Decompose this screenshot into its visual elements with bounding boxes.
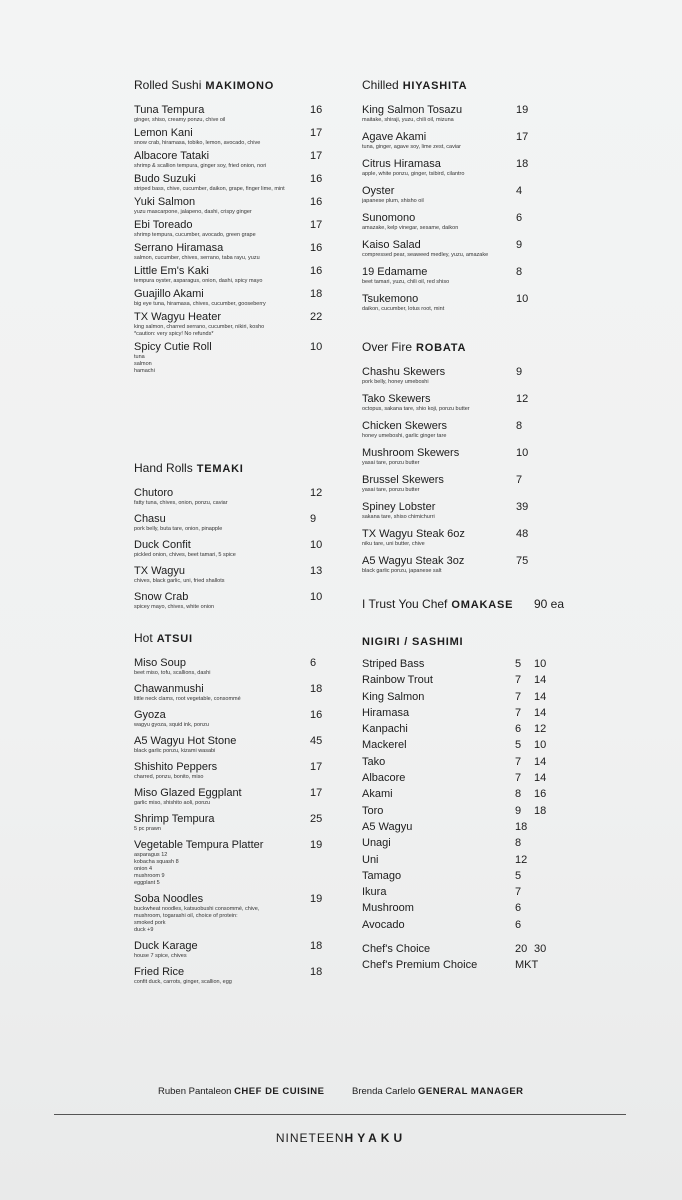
item-price: 7 — [516, 474, 523, 486]
menu-item — [362, 474, 572, 494]
item-name: A5 Wagyu Steak 3oz — [362, 555, 465, 567]
item-price: 18 — [310, 683, 323, 695]
item-description: sakana tare, shiso chimichurri — [362, 514, 435, 520]
nigiri-price: 6 — [515, 902, 522, 915]
item-price: 18 — [516, 158, 529, 170]
nigiri-price: 7 — [515, 706, 522, 719]
menu-item — [134, 813, 326, 833]
menu-item — [362, 366, 572, 386]
item-price: 10 — [516, 293, 529, 305]
item-name: TX Wagyu — [134, 565, 185, 577]
menu-item — [134, 683, 326, 703]
item-description: snow crab, hiramasa, tobiko, lemon, avocado, chive — [134, 140, 261, 146]
item-description: shrimp tempura, cucumber, avocado, green grape — [134, 232, 256, 238]
nigiri-name: Albacore — [362, 772, 406, 785]
item-price: 16 — [310, 196, 323, 208]
item-list — [362, 366, 572, 575]
menu-item — [134, 219, 326, 239]
nigiri-item — [362, 884, 572, 900]
item-name: Tako Skewers — [362, 393, 431, 405]
item-name: Fried Rice — [134, 966, 185, 978]
sashimi-price: 10 — [534, 739, 547, 752]
nigiri-item — [362, 672, 572, 688]
omakase-label-jp: OMAKASE — [451, 599, 514, 611]
sashimi-price: 14 — [534, 755, 547, 768]
nigiri-name: Uni — [362, 853, 379, 866]
item-price: 45 — [310, 735, 323, 747]
item-price: 6 — [516, 212, 523, 224]
menu-item — [134, 311, 326, 338]
item-price: 13 — [310, 565, 323, 577]
item-description: honey umeboshi, garlic ginger tare — [362, 433, 447, 439]
item-name: Spicy Cutie Roll — [134, 341, 212, 353]
menu-item — [134, 513, 326, 533]
item-price: 10 — [310, 539, 323, 551]
menu-item — [134, 288, 326, 308]
item-price: 16 — [310, 265, 323, 277]
nigiri-item — [362, 721, 572, 737]
sashimi-price: 18 — [534, 804, 547, 817]
item-name: Snow Crab — [134, 591, 189, 603]
nigiri-price: 6 — [515, 723, 522, 736]
nigiri-item — [362, 868, 572, 884]
omakase-label: I Trust You Chef — [362, 597, 448, 611]
omakase-price: 90 ea — [534, 597, 565, 611]
item-price: 48 — [516, 528, 529, 540]
item-name: Chashu Skewers — [362, 366, 446, 378]
nigiri-name: Unagi — [362, 837, 391, 850]
menu-item — [134, 709, 326, 729]
item-price: 17 — [310, 761, 323, 773]
item-description: king salmon, charred serrano, cucumber, nikiri, kosho *caution: very spicy! No refunds* — [134, 324, 265, 337]
item-description: charred, ponzu, bonito, miso — [134, 774, 204, 780]
item-name: Citrus Hiramasa — [362, 158, 441, 170]
section-title-jp: MAKIMONO — [205, 80, 275, 92]
brand-light: NINETEEN — [275, 1131, 345, 1145]
item-name: 19 Edamame — [362, 266, 428, 278]
menu-item — [362, 393, 572, 413]
item-name: Miso Glazed Eggplant — [134, 787, 242, 799]
item-price: 19 — [310, 839, 323, 851]
item-price: 16 — [310, 709, 323, 721]
nigiri-item — [362, 941, 572, 957]
item-price: 17 — [310, 219, 323, 231]
nigiri-item — [362, 737, 572, 753]
nigiri-price: 7 — [515, 772, 522, 785]
item-name: Duck Confit — [134, 539, 191, 551]
item-name: Gyoza — [134, 709, 166, 721]
sashimi-price: 30 — [534, 943, 547, 956]
nigiri-name: Ikura — [362, 886, 387, 899]
item-price: 9 — [516, 366, 523, 378]
right-column — [362, 78, 572, 972]
item-description: black garlic ponzu, japanese salt — [362, 568, 442, 574]
nigiri-item — [362, 770, 572, 786]
nigiri-name: Kanpachi — [362, 723, 408, 736]
nigiri-name: A5 Wagyu — [362, 820, 413, 833]
item-description: maitake, shiraji, yuzu, chili oil, mizuna — [362, 117, 454, 123]
section-title-jp: ATSUI — [156, 633, 193, 645]
item-description: tempura oyster, asparagus, onion, dashi, spicy mayo — [134, 278, 263, 284]
sashimi-price: 14 — [534, 706, 547, 719]
menu-item — [362, 420, 572, 440]
gm-credit — [352, 1086, 524, 1097]
item-list — [134, 487, 326, 611]
section-title — [134, 631, 326, 645]
menu-item — [362, 239, 572, 259]
menu-item — [134, 735, 326, 755]
item-name: Duck Karage — [134, 940, 198, 952]
menu-item — [362, 266, 572, 286]
menu-item — [134, 839, 326, 887]
nigiri-item — [362, 900, 572, 916]
menu-item — [134, 265, 326, 285]
section-title-text: Rolled Sushi — [134, 78, 202, 92]
menu-item — [134, 657, 326, 677]
nigiri-item — [362, 852, 572, 868]
nigiri-name: Akami — [362, 788, 393, 801]
item-description: little neck clams, root vegetable, consommé — [134, 696, 241, 702]
section-title: NIGIRI / SASHIMI — [362, 636, 464, 648]
brand-bold: HYAKU — [344, 1131, 407, 1145]
nigiri-item — [362, 803, 572, 819]
nigiri-name: Mackerel — [362, 739, 407, 752]
brand-logo — [0, 1131, 682, 1145]
item-price: 75 — [516, 555, 529, 567]
menu-item — [362, 293, 572, 313]
menu-item — [362, 528, 572, 548]
item-name: Budo Suzuki — [134, 173, 196, 185]
item-description: shrimp & scallion tempura, ginger soy, fried onion, nori — [134, 163, 267, 169]
menu-item — [362, 555, 572, 575]
nigiri-item — [362, 656, 572, 672]
nigiri-price: 5 — [515, 658, 522, 670]
section-hand-rolls — [134, 461, 326, 617]
nigiri-price: 12 — [515, 853, 528, 866]
section-nigiri-sashimi — [362, 636, 572, 974]
nigiri-list — [362, 656, 572, 933]
section-title-text: Over Fire — [362, 340, 413, 354]
item-price: 10 — [516, 447, 529, 459]
item-description: pork belly, buta tare, onion, pinapple — [134, 526, 223, 532]
item-name: Kaiso Salad — [362, 239, 421, 251]
item-description: fatty tuna, chives, onion, ponzu, caviar — [134, 500, 228, 506]
item-price: 12 — [310, 487, 323, 499]
section-rolled-sushi — [134, 78, 326, 375]
nigiri-price: 8 — [515, 788, 522, 801]
item-name: Shishito Peppers — [134, 761, 218, 773]
item-name: Guajillo Akami — [134, 288, 204, 300]
item-price: 4 — [516, 185, 523, 197]
item-description: asparagus 12 kobacha squash 8 onion 4 mushroom 9 eggplant 5 — [134, 852, 179, 886]
chef-credit — [158, 1086, 324, 1097]
item-name: Sunomono — [362, 212, 416, 224]
item-name: Tsukemono — [362, 293, 419, 305]
item-name: Agave Akami — [362, 131, 427, 143]
item-description: tuna, ginger, agave soy, lime zest, caviar — [362, 144, 461, 150]
item-description: chives, black garlic, uni, fried shallots — [134, 578, 225, 584]
item-description: compressed pear, seaweed medley, yuzu, amazake — [362, 252, 489, 258]
nigiri-price: 7 — [515, 690, 522, 703]
item-price: 39 — [516, 501, 529, 513]
item-price: 17 — [310, 787, 323, 799]
section-title — [134, 461, 326, 475]
item-description: wagyu gyoza, squid ink, ponzu — [134, 722, 209, 728]
menu-item — [134, 173, 326, 193]
nigiri-price: 20 — [515, 943, 528, 956]
item-list — [134, 104, 326, 375]
item-description: pickled onion, chives, beet tamari, 5 spice — [134, 552, 236, 558]
nigiri-price: 18 — [515, 820, 528, 833]
menu-item — [362, 158, 572, 178]
item-list — [362, 104, 572, 313]
item-price: 6 — [310, 657, 317, 669]
item-name: A5 Wagyu Hot Stone — [134, 735, 237, 747]
item-price: 25 — [310, 813, 323, 825]
nigiri-name: Striped Bass — [362, 658, 425, 670]
sashimi-price: 14 — [534, 690, 547, 703]
item-name: Brussel Skewers — [362, 474, 444, 486]
item-price: 16 — [310, 104, 323, 116]
item-price: 19 — [516, 104, 529, 116]
item-description: buckwheat noodles, katsuobushi consommé, chive, mushroom, togarashi oil, choice of protein: smoked pork duck +9 — [134, 906, 260, 933]
menu-item — [134, 127, 326, 147]
nigiri-name: King Salmon — [362, 690, 425, 703]
item-description: yasai tare, ponzu butter — [362, 460, 420, 466]
section-title-text: Hot — [134, 631, 153, 645]
nigiri-item — [362, 689, 572, 705]
item-name: Tuna Tempura — [134, 104, 205, 116]
item-name: TX Wagyu Heater — [134, 311, 222, 323]
item-price: 9 — [310, 513, 317, 525]
item-name: Spiney Lobster — [362, 501, 436, 513]
sashimi-price: 14 — [534, 772, 547, 785]
item-price: 18 — [310, 966, 323, 978]
nigiri-price: 5 — [515, 869, 522, 882]
nigiri-price: 6 — [515, 918, 522, 931]
item-description: amazake, kelp vinegar, sesame, daikon — [362, 225, 459, 231]
nigiri-item — [362, 819, 572, 835]
menu-item — [134, 104, 326, 124]
sashimi-price: 16 — [534, 788, 547, 801]
item-price: 10 — [310, 591, 323, 603]
omakase-row — [362, 597, 582, 611]
item-name: Serrano Hiramasa — [134, 242, 224, 254]
menu-item — [134, 242, 326, 262]
item-price: 18 — [310, 940, 323, 952]
chef-title: CHEF DE CUISINE — [234, 1086, 325, 1097]
nigiri-name: Tako — [362, 755, 386, 768]
section-title-text: Chilled — [362, 78, 399, 92]
item-price: 17 — [310, 150, 323, 162]
menu-item — [134, 150, 326, 170]
menu-item — [362, 212, 572, 232]
item-description: japanese plum, shisho oil — [362, 198, 424, 204]
nigiri-name: Hiramasa — [362, 706, 410, 719]
item-name: Chicken Skewers — [362, 420, 447, 432]
item-name: Lemon Kani — [134, 127, 193, 139]
section-hot — [134, 631, 326, 992]
section-title-jp: TEMAKI — [196, 463, 244, 475]
item-price: 16 — [310, 242, 323, 254]
nigiri-name: Chef's Premium Choice — [362, 959, 478, 972]
item-description: big eye tuna, hiramasa, chives, cucumber, gooseberry — [134, 301, 266, 307]
item-price: 17 — [310, 127, 323, 139]
menu-item — [134, 487, 326, 507]
item-description: striped bass, chive, cucumber, daikon, grape, finger lime, mint — [134, 186, 285, 192]
nigiri-price: 5 — [515, 739, 522, 752]
nigiri-price: 8 — [515, 837, 522, 850]
nigiri-item — [362, 835, 572, 851]
section-chilled — [362, 78, 572, 313]
item-name: Shrimp Tempura — [134, 813, 215, 825]
item-name: TX Wagyu Steak 6oz — [362, 528, 465, 540]
sashimi-price: 14 — [534, 674, 547, 687]
item-price: 10 — [310, 341, 323, 353]
menu-item — [362, 501, 572, 521]
item-description: black garlic ponzu, kizami wasabi — [134, 748, 216, 754]
nigiri-price: 9 — [515, 804, 522, 817]
section-title-jp: HIYASHITA — [402, 80, 468, 92]
section-title — [362, 78, 572, 92]
item-price: 18 — [310, 288, 323, 300]
item-description: garlic miso, shishito aoli, ponzu — [134, 800, 211, 806]
item-price: 8 — [516, 266, 523, 278]
item-name: Little Em's Kaki — [134, 265, 209, 277]
item-price: 12 — [516, 393, 529, 405]
item-description: pork belly, honey umeboshi — [362, 379, 429, 385]
menu-item — [134, 341, 326, 375]
nigiri-price: MKT — [515, 959, 539, 972]
section-title — [134, 78, 326, 92]
item-description: daikon, cucumber, lotus root, mint — [362, 306, 445, 312]
item-description: spicey mayo, chives, white onion — [134, 604, 215, 610]
item-price: 22 — [310, 311, 323, 323]
nigiri-item — [362, 957, 572, 973]
menu-item — [362, 447, 572, 467]
item-price: 16 — [310, 173, 323, 185]
item-description: yuzu mascarpone, jalapeno, dashi, crispy ginger — [134, 209, 252, 215]
item-name: Soba Noodles — [134, 893, 204, 905]
menu-item — [134, 196, 326, 216]
section-over-fire — [362, 340, 572, 582]
item-name: Ebi Toreado — [134, 219, 193, 231]
item-name: Mushroom Skewers — [362, 447, 460, 459]
item-list — [134, 657, 326, 986]
item-name: Chawanmushi — [134, 683, 204, 695]
menu-item — [134, 565, 326, 585]
nigiri-name: Avocado — [362, 918, 405, 931]
item-name: Oyster — [362, 185, 395, 197]
item-price: 8 — [516, 420, 523, 432]
item-name: Chasu — [134, 513, 166, 525]
nigiri-item — [362, 754, 572, 770]
nigiri-item — [362, 705, 572, 721]
nigiri-name: Mushroom — [362, 902, 414, 915]
item-description: ginger, shiso, creamy ponzu, chive oil — [134, 117, 226, 123]
item-name: Chutoro — [134, 487, 174, 499]
item-description: 5 pc prawn — [134, 826, 161, 832]
item-description: house 7 spice, chives — [134, 953, 187, 959]
item-description: confit duck, carrots, ginger, scallion, egg — [134, 979, 232, 985]
menu-item — [134, 940, 326, 960]
chef-name: Ruben Pantaleon — [158, 1086, 232, 1097]
item-description: niku tare, uni butter, chive — [362, 541, 425, 547]
item-description: tuna salmon hamachi — [134, 354, 155, 374]
menu-item — [134, 966, 326, 986]
nigiri-price: 7 — [515, 674, 522, 687]
section-title-text: Hand Rolls — [134, 461, 193, 475]
gm-name: Brenda Carlelo — [352, 1086, 416, 1097]
nigiri-name: Rainbow Trout — [362, 674, 433, 687]
item-description: octopus, sakana tare, shio koji, ponzu butter — [362, 406, 470, 412]
nigiri-item — [362, 786, 572, 802]
gm-title: GENERAL MANAGER — [418, 1086, 524, 1097]
nigiri-price: 7 — [515, 755, 522, 768]
nigiri-name: Chef's Choice — [362, 943, 431, 956]
item-name: King Salmon Tosazu — [362, 104, 463, 116]
menu-item — [362, 185, 572, 205]
nigiri-name: Tamago — [362, 869, 402, 882]
item-price: 17 — [516, 131, 529, 143]
sashimi-price: 10 — [534, 658, 547, 670]
menu-item — [362, 131, 572, 151]
section-title-jp: ROBATA — [416, 342, 467, 354]
chefs-choice-list — [362, 941, 572, 974]
item-description: beet tamari, yuzu, chili oil, red shiso — [362, 279, 450, 285]
left-column — [134, 78, 326, 985]
item-description: beet miso, tofu, scallions, dashi — [134, 670, 211, 676]
menu-item — [134, 539, 326, 559]
item-description: apple, white ponzu, ginger, tsibird, cilantro — [362, 171, 465, 177]
menu-item — [134, 787, 326, 807]
menu-item — [134, 893, 326, 934]
sashimi-price: 12 — [534, 723, 547, 736]
menu-item — [134, 761, 326, 781]
nigiri-item — [362, 917, 572, 933]
item-price: 19 — [310, 893, 323, 905]
footer-divider — [54, 1114, 626, 1115]
item-name: Yuki Salmon — [134, 196, 196, 208]
nigiri-name: Toro — [362, 804, 384, 817]
item-name: Miso Soup — [134, 657, 186, 669]
item-description: salmon, cucumber, chives, serrano, taba rayu, yuzu — [134, 255, 260, 261]
item-name: Vegetable Tempura Platter — [134, 839, 264, 851]
menu-item — [362, 104, 572, 124]
item-description: yasai tare, ponzu butter — [362, 487, 420, 493]
item-name: Albacore Tataki — [134, 150, 210, 162]
menu-item — [134, 591, 326, 611]
item-price: 9 — [516, 239, 523, 251]
nigiri-price: 7 — [515, 886, 522, 899]
section-title — [362, 340, 572, 354]
